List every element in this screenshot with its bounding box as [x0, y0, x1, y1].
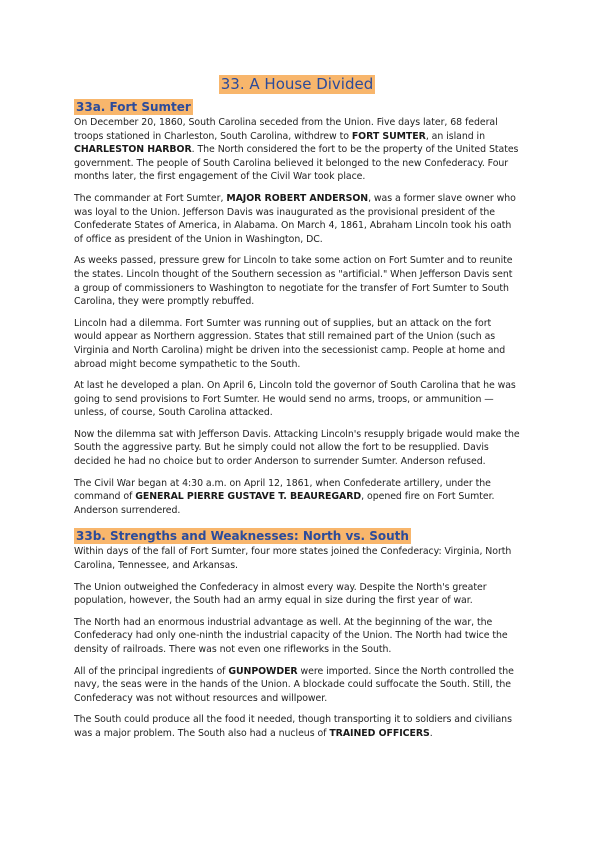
paragraph	[74, 317, 520, 371]
text-run: On December 20, 1860, South Carolina seceded from the Union. Five days later, 68 federal troops stationed in Charleston, South Carolina, withdrew to	[74, 117, 498, 142]
paragraph	[74, 116, 520, 184]
text-run: Within days of the fall of Fort Sumter, four more states joined the Confederacy: Virginia, North Carolina, Tennessee, and Arkansas.	[74, 546, 512, 572]
text-run: At last he developed a plan. On April 6, Lincoln told the governor of South Carolina that he was going to send provisions to Fort Sumter. He would send no arms, troops, or ammunition — unless, of course, South Carolina attacked.	[74, 380, 516, 419]
text-run: . The North considered the fort to be the property of the United States government. The people of South Carolina believed it belonged to the new Confederacy. Four months later, the first engagement of the Civil War took place.	[74, 144, 519, 183]
text-run: were imported. Since the North controlled the navy, the seas were in the hands of the Union. A blockade could suffocate the South. Still, the Confederacy was not without resources and willpower.	[74, 665, 514, 704]
bold-term: CHARLESTON HARBOR	[74, 144, 192, 156]
bold-term: FORT SUMTER	[351, 130, 426, 142]
bold-term: TRAINED OFFICERS	[329, 727, 430, 739]
text-run: , opened fire on Fort Sumter. Anderson surrendered.	[74, 491, 495, 516]
bold-term: GUNPOWDER	[228, 665, 298, 677]
text-run: The South could produce all the food it needed, though transporting it to soldiers and civilians was a major problem. The South also had a nucleus of	[74, 714, 512, 739]
paragraph	[74, 665, 520, 706]
text-run: As weeks passed, pressure grew for Lincoln to take some action on Fort Sumter and to reunite the states. Lincoln thought of the Southern secession as "artificial." When Jefferson Davis sent a group of commissioners to Washington to negotiate for the transfer of Fort Sumter to South Carolina, they were promptly rebuffed.	[74, 255, 513, 308]
text-run: The Union outweighed the Confederacy in almost every way. Despite the North's greater population, however, the South had an army equal in size during the first year of war.	[74, 581, 487, 607]
bold-term: GENERAL PIERRE GUSTAVE T. BEAUREGARD	[135, 491, 362, 503]
text-run: All of the principal ingredients of	[74, 665, 229, 677]
paragraph	[74, 545, 520, 572]
text-run: .	[429, 727, 433, 739]
paragraph	[74, 477, 520, 518]
bold-term: MAJOR ROBERT ANDERSON	[226, 192, 369, 204]
section-heading: 33b. Strengths and Weaknesses: North vs. South	[76, 529, 409, 544]
section-0	[74, 96, 520, 517]
text-run: Lincoln had a dilemma. Fort Sumter was running out of supplies, but an attack on the fort would appear as Northern aggression. States that still remained part of the Union (such as Virginia and North Carolina) might be driven into the secessionist camp. People at home and abroad might become sympathetic to the South.	[74, 317, 506, 370]
title-wrap	[74, 74, 520, 94]
paragraph	[74, 254, 520, 308]
paragraph	[74, 581, 520, 608]
text-run: Now the dilemma sat with Jefferson Davis. Attacking Lincoln's resupply brigade would make the South the aggressive party. But he simply could not allow the fort to be resupplied. Davis decided he had no choice but to order Anderson to surrender Sumter. Anderson refused.	[74, 428, 520, 468]
text-run: , an island in	[425, 130, 485, 142]
text-run: The commander at Fort Sumter,	[74, 192, 227, 204]
text-run: The North had an enormous industrial advantage as well. At the beginning of the war, the Confederacy had only one-ninth the industrial capacity of the Union. The North had twice the density of railroads. There was not even one rifleworks in the South.	[74, 616, 508, 655]
paragraph	[74, 616, 520, 657]
paragraph	[74, 379, 520, 420]
text-run: The Civil War began at 4:30 a.m. on April 12, 1861, when Confederate artillery, under the command of	[74, 477, 491, 503]
paragraph	[74, 713, 520, 740]
paragraph	[74, 428, 520, 469]
section-1	[74, 525, 520, 740]
text-run: , was a former slave owner who was loyal to the Union. Jefferson Davis was inaugurated as the provisional president of the Confederate States of America, in Alabama. On March 4, 1861, Abraham Lincoln took his oath of office as president of the Union in Washington, DC.	[74, 192, 516, 245]
document-body	[74, 96, 520, 741]
section-heading: 33a. Fort Sumter	[76, 100, 191, 114]
page-title: 33. A House Divided	[220, 75, 374, 93]
paragraph	[74, 192, 520, 246]
